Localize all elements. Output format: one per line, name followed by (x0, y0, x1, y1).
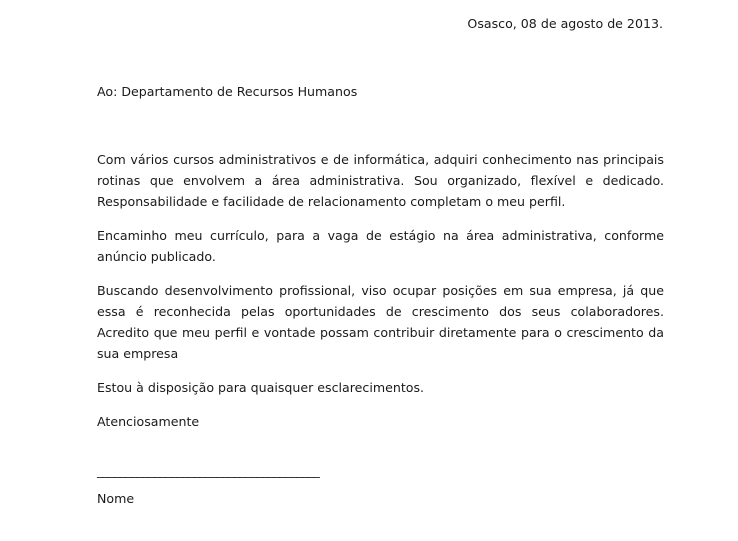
paragraph-4: Estou à disposição para quaisquer esclarecimentos. (97, 380, 425, 395)
signature-name: Nome (97, 491, 135, 506)
paragraph-3: Buscando desenvolvimento profissional, viso ocupar posições em sua empresa, já que essa é reconhecida pelas oportunidades de crescimento dos seus colaboradores. Acredito que meu perfil e vontade possam contribuir diretamente para o crescimento da sua empresa (97, 283, 664, 361)
closing: Atenciosamente (97, 414, 200, 429)
recipient-line: Ao: Departamento de Recursos Humanos (97, 84, 358, 99)
paragraph-1: Com vários cursos administrativos e de informática, adquiri conhecimento nas principais rotinas que envolvem a área administrativa. Sou organizado, flexível e dedicado. Responsabilidade e facilidade de relacionamento completam o meu perfil. (97, 152, 664, 209)
signature-line: _______________________________________ (97, 463, 320, 478)
letter-body (97, 149, 664, 432)
paragraph-2: Encaminho meu currículo, para a vaga de estágio na área administrativa, conforme anúncio publicado. (97, 228, 664, 264)
date-line: Osasco, 08 de agosto de 2013. (467, 16, 663, 31)
